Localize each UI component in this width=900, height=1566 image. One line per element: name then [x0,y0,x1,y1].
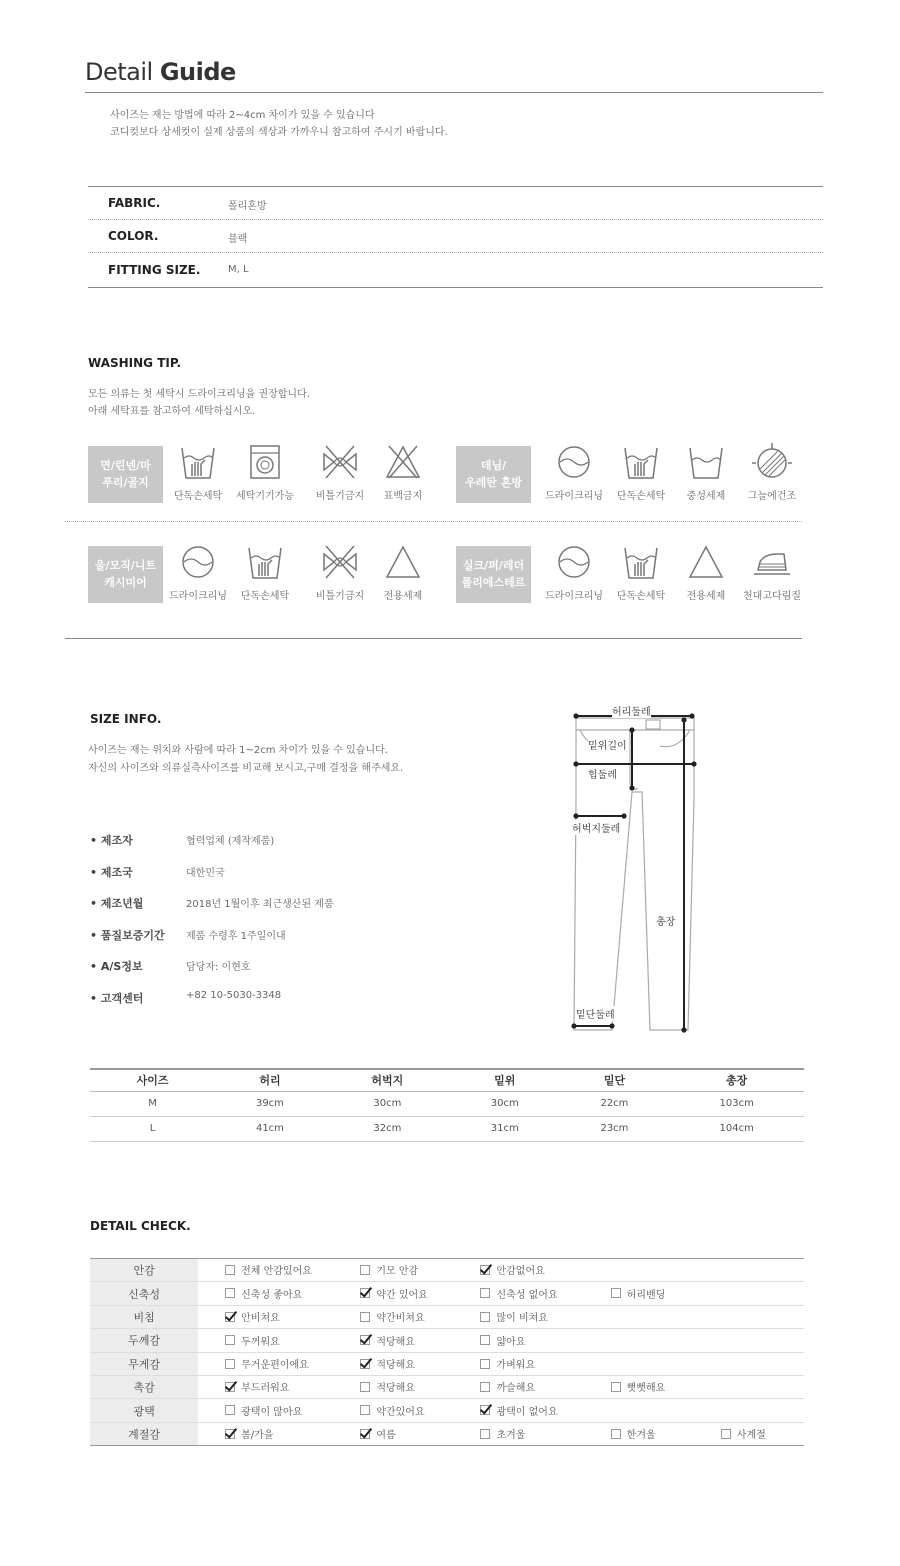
check-option-label: 기모 안감 [376,1266,419,1278]
wash-item [225,442,305,502]
wash-label: 전용세제 [383,591,423,602]
wash-label: 드라이크리닝 [545,491,603,502]
col-header: 밑단 [560,1069,670,1091]
check-option-label: 부드러워요 [241,1383,290,1395]
check-option[interactable] [225,1356,309,1371]
check-option[interactable] [360,1333,415,1348]
category-line: 면/린넨/마 [100,459,151,472]
checkbox-unchecked[interactable] [225,1405,235,1415]
check-cell [198,1329,333,1352]
checkbox-checked[interactable] [225,1312,235,1322]
checkbox-unchecked[interactable] [480,1382,490,1392]
wash-label: 단독손세탁 [616,491,666,502]
check-row-header: 신축성 [90,1282,198,1305]
check-cell [198,1375,333,1398]
check-option-label: 가벼워요 [496,1360,536,1371]
check-cell [694,1329,804,1352]
shade-dry-icon [752,442,792,482]
checkbox-unchecked[interactable] [360,1312,370,1322]
wash-label: 비틀기금지 [315,491,365,502]
checkbox-unchecked[interactable] [225,1335,235,1345]
check-option[interactable] [225,1403,302,1418]
title-light: Detail [85,58,153,86]
size-note-1: 사이즈는 재는 위치와 사람에 따라 1~2cm 차이가 있을 수 있습니다. [88,745,388,756]
size-cell: M [90,1091,215,1116]
wash-label: 세탁기기가능 [236,491,294,502]
dry-clean-icon [178,542,218,582]
check-option-label: 초겨울 [496,1430,526,1442]
check-option-label: 안감없어요 [496,1266,545,1278]
wash-category-denim [456,446,531,503]
machine-wash-icon [245,442,285,482]
wash-label: 단독손세탁 [616,591,666,602]
wash-label: 표백금지 [383,491,423,502]
category-line: 우레탄 혼방 [465,476,522,489]
size-cell: 39cm [215,1091,325,1116]
dry-clean-icon [554,542,594,582]
diagram-label-rise: 밑위길이 [588,737,627,752]
info-value: 협력업체 (제작제품) [186,836,275,847]
wash-label: 단독손세탁 [173,491,223,502]
iron-cloth-icon [752,542,792,582]
size-cell: 32cm [325,1116,450,1141]
check-option[interactable] [480,1379,535,1394]
spec-label-fabric: FABRIC. [108,196,161,210]
info-key: • 제조국 [90,866,133,879]
check-row-header: 광택 [90,1399,198,1422]
table-row [90,1422,804,1445]
checkbox-checked[interactable] [225,1429,235,1439]
checkbox-unchecked[interactable] [225,1288,235,1298]
checkbox-checked[interactable] [360,1429,370,1439]
checkbox-unchecked[interactable] [611,1429,621,1439]
check-option[interactable] [480,1356,535,1371]
wash-item [363,442,443,502]
check-option-label: 적당해요 [376,1383,415,1395]
check-cell [584,1352,694,1375]
washing-bottom-rule [65,638,802,639]
check-option[interactable] [611,1379,666,1394]
check-option[interactable] [225,1379,289,1394]
check-cell [333,1282,453,1305]
check-option-label: 전체 안감있어요 [241,1266,312,1278]
table-row [90,1399,804,1422]
hand-wash-icon [621,542,661,582]
checkbox-unchecked[interactable] [225,1359,235,1369]
spec-value-fabric: 폴리혼방 [228,201,267,212]
check-option[interactable] [721,1426,766,1441]
no-wring-icon [320,542,360,582]
info-key: • 품질보증기간 [90,929,165,942]
check-cell [694,1352,804,1375]
check-option-label: 까슬해요 [496,1383,536,1395]
check-cell [333,1259,453,1282]
check-row-header: 촉감 [90,1375,198,1398]
header-note-2: 코디컷보다 상세컷이 실제 상품의 색상과 가까우니 참고하여 주시기 바랍니다. [110,127,448,138]
diagram-label-hip: 힙둘레 [588,766,617,781]
check-cell [453,1352,583,1375]
size-note-2: 자신의 사이즈와 의류실측사이즈를 비교해 보시고,구매 결정을 해주세요. [88,763,404,774]
spec-label-fitting: FITTING SIZE. [108,263,201,277]
check-option-label: 얇아요 [496,1336,526,1348]
size-cell: 23cm [560,1116,670,1141]
size-cell: 103cm [669,1091,804,1116]
info-value: 대한민국 [186,868,225,879]
col-header: 총장 [669,1069,804,1091]
checkbox-unchecked[interactable] [480,1335,490,1345]
checkbox-unchecked[interactable] [721,1429,731,1439]
check-option-label: 신축성 없어요 [496,1289,558,1301]
wash-label: 천대고다림질 [743,591,801,602]
check-row-header: 계절감 [90,1422,198,1445]
spec-divider [88,252,823,253]
check-option[interactable] [360,1309,424,1324]
check-option-label: 적당해요 [376,1336,415,1348]
wash-divider [65,521,802,522]
check-option-label: 무거운편이에요 [241,1360,309,1371]
checkbox-checked[interactable] [480,1265,490,1275]
wash-item [225,542,305,602]
checkbox-unchecked[interactable] [480,1288,490,1298]
check-option-label: 뻣뻣해요 [626,1383,666,1395]
table-row [90,1116,804,1141]
wash-category-cotton [88,446,163,503]
category-line: 캐시미어 [104,576,147,589]
checkbox-checked[interactable] [480,1405,490,1415]
check-option-label: 허리밴딩 [626,1289,666,1301]
table-row [90,1375,804,1398]
check-cell [584,1375,694,1398]
info-value: +82 10-5030-3348 [186,990,282,1001]
wash-category-silk [456,546,531,603]
dry-clean-icon [554,442,594,482]
check-cell [198,1352,333,1375]
checkbox-checked[interactable] [360,1288,370,1298]
checkbox-unchecked[interactable] [225,1265,235,1275]
check-option[interactable] [360,1426,395,1441]
check-cell [453,1282,583,1305]
checkbox-unchecked[interactable] [360,1265,370,1275]
size-cell: 30cm [450,1091,560,1116]
check-cell [453,1399,583,1422]
check-cell [453,1259,583,1282]
check-cell [694,1259,804,1282]
check-option[interactable] [480,1286,557,1301]
check-cell [694,1375,804,1398]
diagram-label-hem: 밑단둘레 [576,1006,615,1021]
size-cell: 22cm [560,1091,670,1116]
check-row-header: 두께감 [90,1329,198,1352]
info-row-as [90,958,490,974]
detail-check-table [90,1258,804,1446]
spec-label-color: COLOR. [108,229,159,243]
checkbox-unchecked[interactable] [611,1382,621,1392]
check-cell [584,1399,694,1422]
info-value: 담당자: 이현호 [186,962,251,973]
check-cell [453,1329,583,1352]
checkbox-checked[interactable] [225,1382,235,1392]
checkbox-unchecked[interactable] [480,1429,490,1439]
check-cell [453,1422,583,1445]
info-key: • A/S정보 [90,960,143,973]
check-row-header: 무게감 [90,1352,198,1375]
spec-divider [88,219,823,220]
check-cell [584,1259,694,1282]
diagram-label-length: 총장 [656,913,675,928]
page-title [85,58,236,86]
wash-item [732,442,812,502]
check-option[interactable] [360,1403,424,1418]
check-cell [333,1305,453,1328]
checkbox-unchecked[interactable] [360,1405,370,1415]
category-line: 울/모직/니트 [94,559,157,572]
check-cell [694,1422,804,1445]
wash-label: 비틀기금지 [315,591,365,602]
info-key: • 고객센터 [90,992,144,1005]
check-option[interactable] [225,1426,273,1441]
col-header: 허벅지 [325,1069,450,1091]
size-cell: 30cm [325,1091,450,1116]
hand-wash-icon [245,542,285,582]
special-detergent-icon [686,542,726,582]
check-option-label: 많이 비쳐요 [496,1313,548,1325]
check-cell [694,1399,804,1422]
check-option-label: 사계절 [736,1430,766,1442]
size-info-title: SIZE INFO. [90,712,162,726]
checkbox-checked[interactable] [360,1359,370,1369]
wash-label: 드라이크리닝 [545,591,603,602]
check-option[interactable] [480,1403,557,1418]
detail-check-title: DETAIL CHECK. [90,1219,191,1233]
check-cell [694,1282,804,1305]
hand-wash-icon [621,442,661,482]
info-row-cs [90,990,490,1006]
check-option[interactable] [225,1309,280,1324]
wash-category-wool [88,546,163,603]
check-row-header: 비침 [90,1305,198,1328]
check-cell [198,1399,333,1422]
category-line: 실크/퍼/레더 [462,559,525,572]
check-option[interactable] [360,1262,418,1277]
title-divider [85,92,823,93]
info-row-maker [90,832,490,848]
category-line: 폴리에스테르 [461,576,526,589]
spec-bottom-rule [88,287,823,288]
table-row [90,1259,804,1282]
check-option-label: 약간 있어요 [376,1289,428,1301]
info-row-warranty [90,927,490,943]
check-option[interactable] [225,1286,302,1301]
check-cell [198,1305,333,1328]
col-header: 사이즈 [90,1069,215,1091]
table-row [90,1352,804,1375]
check-cell [333,1399,453,1422]
check-cell [333,1352,453,1375]
info-key: • 제조자 [90,834,133,847]
table-row [90,1305,804,1328]
spec-top-rule [88,186,823,187]
size-table-header [90,1069,804,1091]
wash-item [363,542,443,602]
check-cell [584,1329,694,1352]
check-cell [453,1305,583,1328]
pants-measurement-diagram [560,700,710,1040]
col-header: 허리 [215,1069,325,1091]
info-row-date [90,895,490,911]
info-key: • 제조년월 [90,897,144,910]
no-wring-icon [320,442,360,482]
info-value: 2018년 1월이후 최근생산된 제품 [186,899,334,910]
check-cell [333,1375,453,1398]
check-option[interactable] [480,1333,525,1348]
washing-title: WASHING TIP. [88,356,182,370]
check-cell [584,1422,694,1445]
header-note-1: 사이즈는 재는 방법에 따라 2~4cm 차이가 있을 수 있습니다 [110,110,375,121]
no-bleach-icon [383,442,423,482]
size-cell: L [90,1116,215,1141]
check-cell [333,1329,453,1352]
spec-value-color: 블랙 [228,234,248,245]
col-header: 밑위 [450,1069,560,1091]
check-option-label: 안비쳐요 [241,1313,280,1325]
check-cell [584,1305,694,1328]
check-option[interactable] [225,1333,280,1348]
table-row [90,1282,804,1305]
info-row-country [90,864,490,880]
check-option-label: 약간있어요 [376,1406,425,1418]
special-detergent-icon [383,542,423,582]
check-option[interactable] [480,1426,525,1441]
washing-note-2: 아래 세탁표를 참고하여 세탁하십시오. [88,406,256,417]
size-cell: 41cm [215,1116,325,1141]
wash-label: 드라이크리닝 [169,591,227,602]
check-option[interactable] [360,1356,415,1371]
checkbox-unchecked[interactable] [611,1288,621,1298]
check-option-label: 광택이 없어요 [496,1406,558,1418]
table-row [90,1329,804,1352]
check-option[interactable] [480,1262,544,1277]
check-row-header: 안감 [90,1259,198,1282]
checkbox-checked[interactable] [360,1335,370,1345]
check-cell [198,1259,333,1282]
wash-label: 단독손세탁 [240,591,290,602]
check-option-label: 두꺼워요 [241,1336,280,1348]
size-cell: 104cm [669,1116,804,1141]
check-option-label: 광택이 많아요 [241,1406,303,1418]
table-row [90,1091,804,1116]
check-cell [198,1422,333,1445]
check-option[interactable] [360,1379,415,1394]
check-option[interactable] [360,1286,427,1301]
check-cell [453,1375,583,1398]
check-option-label: 적당해요 [376,1360,415,1371]
check-option-label: 봄/가을 [241,1430,274,1442]
check-cell [198,1282,333,1305]
check-cell [694,1305,804,1328]
checkbox-unchecked[interactable] [480,1312,490,1322]
size-table [90,1068,804,1142]
check-option-label: 신축성 좋아요 [241,1289,303,1301]
neutral-detergent-icon [686,442,726,482]
category-line: 데님/ [480,459,507,472]
wash-item [732,542,812,602]
checkbox-unchecked[interactable] [480,1359,490,1369]
info-value: 제품 수령후 1주일이내 [186,931,286,942]
wash-label: 그늘에건조 [747,491,797,502]
check-option[interactable] [611,1286,666,1301]
wash-label: 중성세제 [686,491,726,502]
diagram-label-thigh: 허벅지둘레 [572,820,620,835]
size-cell: 31cm [450,1116,560,1141]
check-option[interactable] [611,1426,656,1441]
check-cell [584,1282,694,1305]
check-option[interactable] [225,1262,312,1277]
category-line: 푸리/골지 [102,476,149,489]
check-option-label: 여름 [376,1430,396,1442]
wash-label: 전용세제 [686,591,726,602]
hand-wash-icon [178,442,218,482]
check-option-label: 약간비쳐요 [376,1313,425,1325]
checkbox-unchecked[interactable] [360,1382,370,1392]
diagram-label-waist: 허리둘레 [612,703,651,718]
spec-value-fitting: M, L [228,264,249,275]
washing-note-1: 모든 의류는 첫 세탁시 드라이크리닝을 권장합니다. [88,389,310,400]
check-option-label: 한겨울 [626,1430,656,1442]
check-cell [333,1422,453,1445]
check-option[interactable] [480,1309,547,1324]
title-bold: Guide [159,58,236,86]
